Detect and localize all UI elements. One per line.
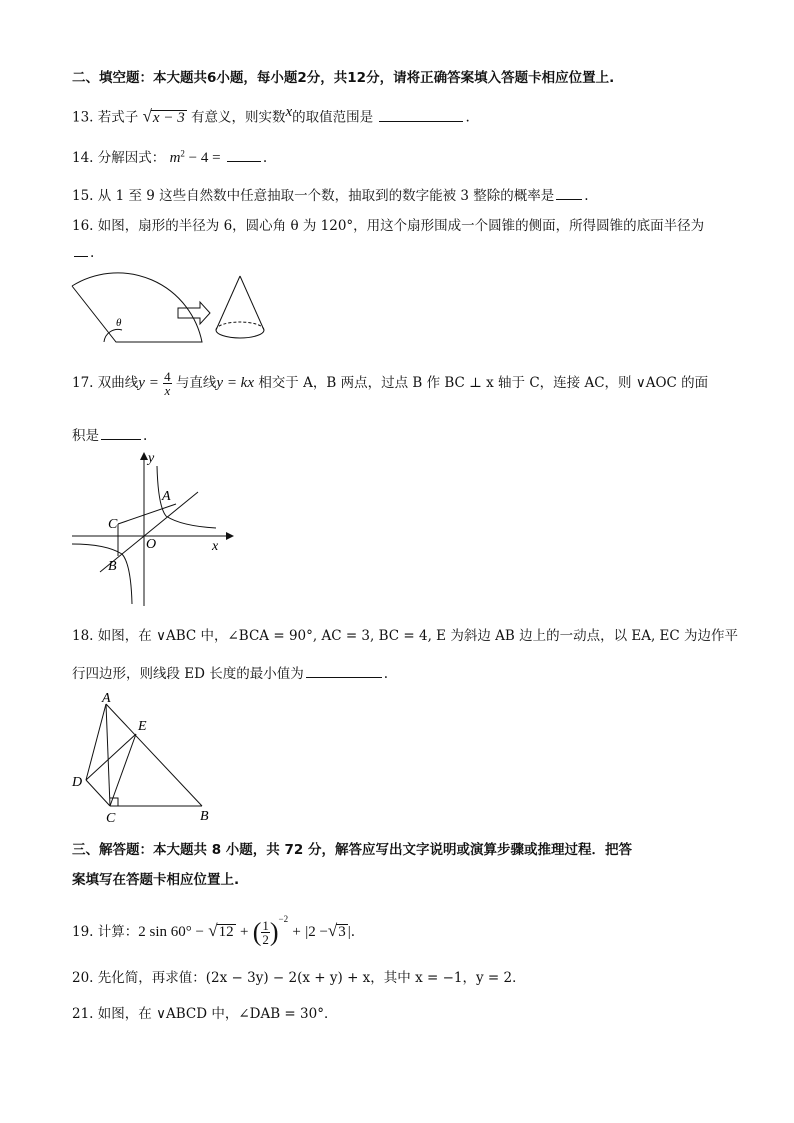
section-3-heading-line1: 三、解答题：本大题共 8 小题，共 72 分，解答应写出文字说明或演算步骤或推理过程．把答 [72, 842, 632, 858]
q15-answer-blank [556, 187, 582, 200]
question-19 [72, 914, 355, 948]
q14-exp: 2 [180, 148, 185, 159]
question-20 [72, 966, 526, 986]
section-2-heading: 二、填空题：本大题共6小题，每小题2分，共12分，请将正确答案填入答题卡相应位置上. [72, 70, 615, 86]
segment-AD [86, 704, 106, 780]
q16-text: 如图，扇形的半径为 6，圆心角 θ 为 120°，用这个扇形围成一个圆锥的侧面，所得圆锥的底面半径为 [97, 218, 705, 234]
q20-number: 20. [72, 970, 94, 986]
sector-theta-label: θ [116, 317, 122, 329]
q17-pre: 双曲线 [97, 375, 139, 391]
q17-fraction [163, 370, 172, 397]
q16-figure [66, 272, 280, 348]
q20-text: 先化简，再求值：(2x − 3y) − 2(x + y) + x，其中 x = −1，y = 2． [97, 970, 526, 986]
q15-number: 15. [72, 188, 94, 204]
right-paren-icon: ) [269, 917, 279, 947]
q18-answer-blank [306, 665, 382, 678]
q18-figure [66, 688, 216, 824]
q19-sqrt2: 3 [338, 924, 346, 940]
q17-mid: 与直线 [175, 375, 217, 391]
q19-frac-den: 2 [262, 932, 269, 947]
q18-line1: 如图，在 ∨ABC 中，∠BCA = 90°, AC = 3, BC = 4, E 为斜边 AB 边上的一动点，以 EA, EC 为边作平 [97, 628, 739, 644]
q16-end: . [90, 245, 95, 261]
label-D: D [72, 775, 83, 790]
label-O: O [146, 537, 157, 552]
q16-answer-blank [74, 244, 88, 257]
q13-number: 13. [72, 109, 94, 126]
q14-number: 14. [72, 150, 94, 166]
sector-shape [72, 273, 202, 342]
question-16-line2 [72, 244, 94, 261]
q14-base: m [169, 150, 181, 166]
q13-end: . [465, 109, 470, 126]
question-14 [72, 146, 267, 167]
q18-line2: 行四边形，则线段 ED 长度的最小值为 [72, 666, 304, 682]
x-axis-arrow-icon [226, 532, 234, 540]
label-C: C [106, 811, 116, 824]
label-A: A [102, 691, 111, 706]
cone-base-front [216, 330, 264, 338]
question-18 [72, 624, 738, 644]
segment-EC [110, 734, 136, 806]
label-B: B [200, 809, 209, 824]
q19-plus1: + [239, 924, 249, 940]
q13-radicand: x − 3 [152, 109, 185, 126]
label-x: x [212, 539, 219, 554]
question-16 [72, 214, 704, 234]
q18-number: 18. [72, 628, 94, 644]
q17-end: . [143, 428, 148, 444]
q14-end: . [262, 150, 268, 166]
label-B: B [108, 559, 117, 574]
abs-bar-left-icon: | [305, 924, 309, 940]
question-15 [72, 184, 589, 204]
q13-pre: 若式子 [97, 109, 139, 126]
q19-exp: −2 [278, 914, 289, 924]
question-21 [72, 1002, 337, 1022]
q19-fraction [261, 919, 270, 946]
q17-figure [66, 448, 236, 610]
q14-answer-blank [227, 149, 261, 162]
q19-plus2: + [292, 924, 301, 940]
q21-number: 21. [72, 1006, 94, 1022]
cone-base-back [216, 322, 264, 330]
q17-post: 相交于 A，B 两点，过点 B 作 BC ⊥ x 轴于 C，连接 AC，则 ∨AOC 的面 [258, 375, 709, 391]
sector-angle-arc [104, 329, 122, 342]
q15-text: 从 1 至 9 这些自然数中任意抽取一个数，抽取到的数字能被 3 整除的概率是 [97, 188, 555, 204]
label-y: y [148, 451, 155, 466]
q13-answer-blank [379, 109, 463, 122]
q19-pre: 计算： [97, 924, 139, 940]
q21-text: 如图，在 ∨ABCD 中，∠DAB = 30°． [97, 1006, 338, 1022]
segment-AC [106, 704, 110, 806]
question-17-line2 [72, 424, 147, 444]
label-C: C [108, 517, 118, 532]
q17-answer-blank [101, 427, 141, 440]
q14-rest: − 4 = [184, 150, 221, 166]
q17-y2: y = kx [216, 375, 255, 391]
label-E: E [138, 719, 147, 734]
q17-line2: 积是 [72, 428, 99, 444]
q15-end: . [584, 188, 589, 204]
q19-sqrt1: 12 [218, 924, 234, 940]
q13-var: x [285, 104, 293, 120]
left-paren-icon: ( [252, 917, 262, 947]
question-18-line2 [72, 662, 388, 682]
radical-sign-icon: √ [142, 106, 152, 126]
segment-AC [118, 504, 176, 524]
segment-DE [86, 734, 136, 780]
q19-number: 19. [72, 924, 94, 940]
q19-end: . [350, 924, 356, 940]
radical-sign-icon: √ [327, 921, 338, 940]
q17-frac-den: x [164, 383, 171, 398]
segment-DC [86, 780, 110, 806]
q19-term1: 2 sin 60° − [138, 924, 204, 940]
q17-y1: y = [138, 375, 159, 391]
q13-post: 的取值范围是 [292, 109, 374, 126]
q19-abs-pre: 2 − [308, 924, 328, 940]
right-arrow-icon [178, 302, 210, 324]
q13-mid: 有意义，则实数 [191, 109, 286, 126]
q17-frac-num: 4 [164, 369, 171, 384]
y-axis-arrow-icon [140, 452, 148, 460]
q17-number: 17. [72, 375, 94, 391]
q19-frac-num: 1 [262, 918, 269, 933]
question-17 [72, 370, 708, 397]
question-13 [72, 104, 470, 127]
abs-bar-right-icon: | [347, 924, 351, 940]
q14-pre: 分解因式： [97, 150, 166, 166]
section-3-heading-line2: 案填写在答题卡相应位置上. [72, 872, 240, 888]
q16-number: 16. [72, 218, 94, 234]
radical-sign-icon: √ [208, 921, 218, 940]
label-A: A [162, 489, 171, 504]
q18-end: . [383, 666, 389, 682]
segment-AB [106, 704, 202, 806]
